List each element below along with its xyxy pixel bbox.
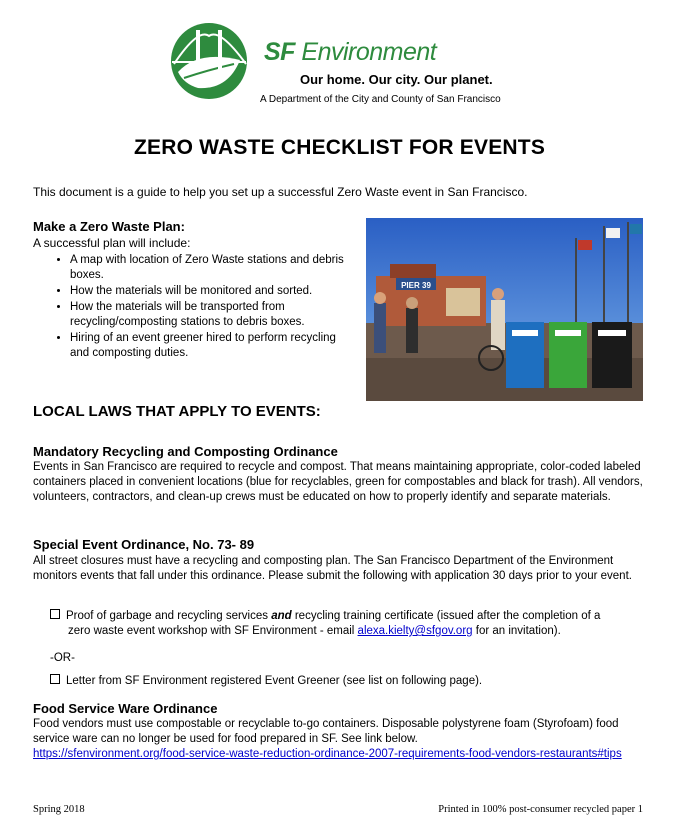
food-service-ordinance-body: Food vendors must use compostable or recyclable to-go containers. Disposable polystyrene foam (Styrofoam) food service ware can no longer be used for food prepared in SF. See link below. https://sfenvironment.org/food-service-waste-reduction-ordinance-2007-requirements-food-vendors-restaurants#tips [33,718,622,760]
email-link[interactable]: alexa.kielty@sfgov.org [357,625,473,637]
special-event-ordinance-heading: Special Event Ordinance, No. 73- 89 [33,537,255,552]
local-laws-heading: LOCAL LAWS THAT APPLY TO EVENTS: [33,403,321,420]
footer-print-note: Printed in 100% post-consumer recycled paper 1 [438,804,643,815]
checklist-item-proof: Proof of garbage and recycling services and recycling training certificate (issued after the completion of a zero waste event workshop with SF Environment - email alexa.kielty@sfgov.org for an invitation). [50,609,650,639]
list-item: • How the materials will be monitored and sorted. [70,284,355,299]
sf-environment-logo-icon [168,20,250,102]
or-separator: -OR- [50,652,75,664]
list-item: • Hiring of an event greener hired to perform recycling and composting duties. [70,331,355,361]
department-line: A Department of the City and County of San Francisco [260,94,501,105]
list-item: • How the materials will be transported from recycling/composting stations to debris boxes. [70,300,355,330]
plan-list [52,253,355,362]
food-service-ordinance-heading: Food Service Ware Ordinance [33,701,218,716]
intro-text: This document is a guide to help you set up a successful Zero Waste event in San Francisco. [33,185,528,199]
ordinance-link[interactable]: https://sfenvironment.org/food-service-waste-reduction-ordinance-2007-requirements-food-vendors-restaurants#tips [33,748,622,760]
pier-sign-text: PIER 39 [401,281,431,290]
tagline: Our home. Our city. Our planet. [300,72,493,87]
checkbox-icon[interactable] [50,674,60,684]
plan-heading: Make a Zero Waste Plan: [33,219,185,234]
brand-name: SF Environment [264,38,437,66]
list-item: • A map with location of Zero Waste stations and debris boxes. [70,253,355,283]
special-event-ordinance-body: All street closures must have a recycling and composting plan. The San Francisco Department of the Environment monitors events that fall under this ordinance. Please submit the following with application 30 days prior to your event. [33,555,632,582]
footer-date: Spring 2018 [33,804,85,815]
recycling-station-photo [366,218,643,401]
page-title: ZERO WASTE CHECKLIST FOR EVENTS [133,136,546,159]
recycling-ordinance-heading: Mandatory Recycling and Composting Ordinance [33,444,338,459]
recycling-ordinance-body: Events in San Francisco are required to recycle and compost. That means maintaining appropriate, color-coded labeled containers placed in convenient locations (blue for recyclables, green for compostables and black for trash). All vendors, volunteers, contractors, and clean-up crews must be educated on how to properly identify and separate materials. [33,461,643,503]
checkbox-icon[interactable] [50,609,60,619]
checklist-item-letter: Letter from SF Environment registered Event Greener (see list on following page). [50,674,650,689]
plan-subheading: A successful plan will include: [33,236,191,250]
